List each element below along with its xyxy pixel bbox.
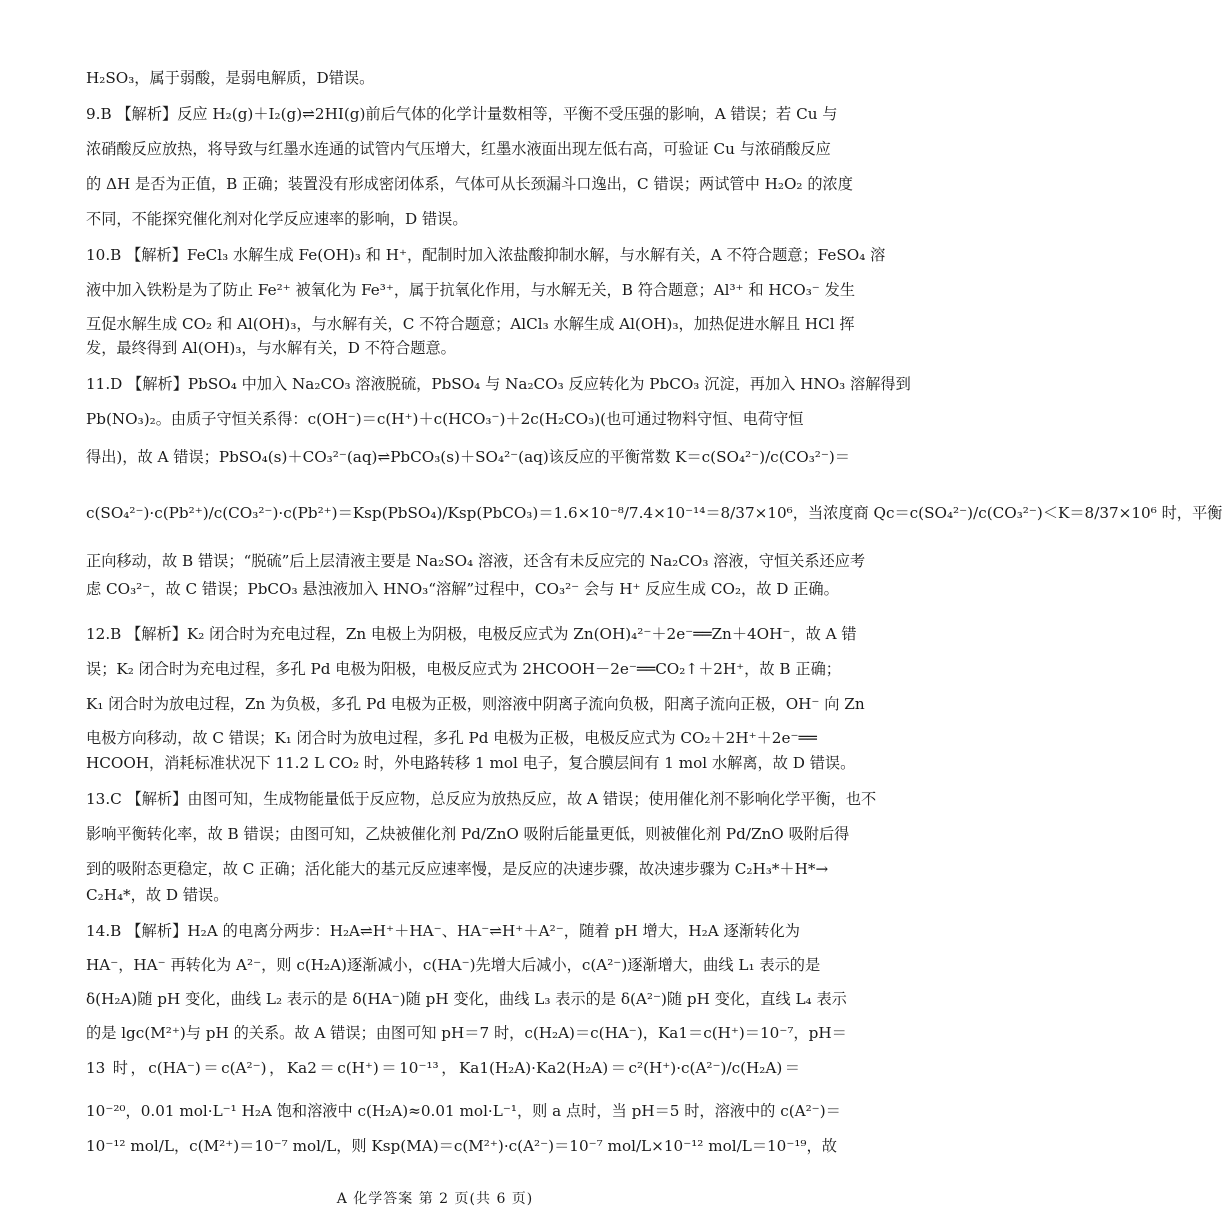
answer-14-line: 14.B 【解析】H₂A 的电离分两步：H₂A⇌H⁺＋HA⁻、HA⁻⇌H⁺＋A²⁻，随着 pH 增大，H₂A 逐渐转化为 [86,922,800,940]
text-line: HCOOH，消耗标准状况下 11.2 L CO₂ 时，外电路转移 1 mol 电子，复合膜层间有 1 mol 水解离，故 D 错误。 [86,754,856,772]
text-line: K₁ 闭合时为放电过程，Zn 为负极，多孔 Pd 电极为正极，则溶液中阴离子流向负极，阳离子流向正极，OH⁻ 向 Zn [86,695,865,713]
text-line: c(SO₄²⁻)·c(Pb²⁺)/c(CO₃²⁻)·c(Pb²⁺)＝Ksp(PbSO₄)/Ksp(PbCO₃)＝1.6×10⁻⁸/7.4×10⁻¹⁴＝8/37×10⁶，当浓度商 Qc＝c(SO₄²⁻)/c(CO₃²⁻)＜K＝8/37×10⁶ 时，平衡 [86,504,1222,522]
answer-9-line: 9.B 【解析】反应 H₂(g)＋I₂(g)⇌2HI(g)前后气体的化学计量数相等，平衡不受压强的影响，A 错误；若 Cu 与 [86,105,838,123]
text-line: 电极方向移动，故 C 错误；K₁ 闭合时为放电过程，多孔 Pd 电极为正极，电极反应式为 CO₂＋2H⁺＋2e⁻══ [86,729,817,747]
text-line: 浓硝酸反应放热，将导致与红墨水连通的试管内气压增大，红墨水液面出现左低右高，可验证 Cu 与浓硝酸反应 [86,140,831,158]
text-line: 发，最终得到 Al(OH)₃，与水解有关，D 不符合题意。 [86,339,456,357]
text-line: 影响平衡转化率，故 B 错误；由图可知，乙炔被催化剂 Pd/ZnO 吸附后能量更低，则被催化剂 Pd/ZnO 吸附后得 [86,825,850,843]
text-line: 到的吸附态更稳定，故 C 正确；活化能大的基元反应速率慢，是反应的决速步骤，故决速步骤为 C₂H₃*＋H*→ [86,860,829,878]
text-line: 的 ΔH 是否为正值，B 正确；装置没有形成密闭体系，气体可从长颈漏斗口逸出，C 错误；两试管中 H₂O₂ 的浓度 [86,175,853,193]
text-line: 误；K₂ 闭合时为充电过程，多孔 Pd 电极为阳极，电极反应式为 2HCOOH－2e⁻══CO₂↑＋2H⁺，故 B 正确； [86,660,841,678]
text-line: 正向移动，故 B 错误；“脱硫”后上层清液主要是 Na₂SO₄ 溶液，还含有未反应完的 Na₂CO₃ 溶液，守恒关系还应考 [86,552,866,570]
text-line: Pb(NO₃)₂。由质子守恒关系得：c(OH⁻)＝c(H⁺)＋c(HCO₃⁻)＋2c(H₂CO₃)(也可通过物料守恒、电荷守恒 [86,410,804,428]
answer-11-line: 11.D 【解析】PbSO₄ 中加入 Na₂CO₃ 溶液脱硫，PbSO₄ 与 Na₂CO₃ 反应转化为 PbCO₃ 沉淀，再加入 HNO₃ 溶解得到 [86,375,911,393]
text-line: 的是 lgc(M²⁺)与 pH 的关系。故 A 错误；由图可知 pH＝7 时，c(H₂A)＝c(HA⁻)，Ka1＝c(H⁺)＝10⁻⁷，pH＝ [86,1024,847,1042]
text-line: 虑 CO₃²⁻，故 C 错误；PbCO₃ 悬浊液加入 HNO₃“溶解”过程中，CO₃²⁻ 会与 H⁺ 反应生成 CO₂，故 D 正确。 [86,580,839,598]
text-line: 10⁻²⁰，0.01 mol·L⁻¹ H₂A 饱和溶液中 c(H₂A)≈0.01 mol·L⁻¹，则 a 点时，当 pH＝5 时，溶液中的 c(A²⁻)＝ [86,1102,841,1120]
text-line: H₂SO₃，属于弱酸，是弱电解质，D错误。 [86,69,375,87]
text-line: 不同，不能探究催化剂对化学反应速率的影响，D 错误。 [86,210,468,228]
text-line: 10⁻¹² mol/L，c(M²⁺)＝10⁻⁷ mol/L，则 Ksp(MA)＝c(M²⁺)·c(A²⁻)＝10⁻⁷ mol/L×10⁻¹² mol/L＝10⁻¹⁹，故 [86,1137,837,1155]
page-footer: A 化学答案 第 2 页(共 6 页) [336,1191,534,1207]
answer-10-line: 10.B 【解析】FeCl₃ 水解生成 Fe(OH)₃ 和 H⁺，配制时加入浓盐酸抑制水解，与水解有关，A 不符合题意；FeSO₄ 溶 [86,246,886,264]
text-line: 液中加入铁粉是为了防止 Fe²⁺ 被氧化为 Fe³⁺，属于抗氧化作用，与水解无关，B 符合题意；Al³⁺ 和 HCO₃⁻ 发生 [86,281,856,299]
text-line: δ(H₂A)随 pH 变化，曲线 L₂ 表示的是 δ(HA⁻)随 pH 变化，曲线 L₃ 表示的是 δ(A²⁻)随 pH 变化，直线 L₄ 表示 [86,990,847,1008]
text-line: 13 时，c(HA⁻)＝c(A²⁻)，Ka2＝c(H⁺)＝10⁻¹³，Ka1(H₂A)·Ka2(H₂A)＝c²(H⁺)·c(A²⁻)/c(H₂A)＝ [86,1059,800,1077]
answer-12-line: 12.B 【解析】K₂ 闭合时为充电过程，Zn 电极上为阴极，电极反应式为 Zn(OH)₄²⁻＋2e⁻══Zn＋4OH⁻，故 A 错 [86,625,857,643]
answer-13-line: 13.C 【解析】由图可知，生成物能量低于反应物，总反应为放热反应，故 A 错误；使用催化剂不影响化学平衡，也不 [86,790,877,808]
text-line: HA⁻，HA⁻ 再转化为 A²⁻，则 c(H₂A)逐渐减小，c(HA⁻)先增大后减小，c(A²⁻)逐渐增大，曲线 L₁ 表示的是 [86,956,821,974]
text-line: C₂H₄*，故 D 错误。 [86,886,229,904]
text-line: 互促水解生成 CO₂ 和 Al(OH)₃，与水解有关，C 不符合题意；AlCl₃ 水解生成 Al(OH)₃，加热促进水解且 HCl 挥 [86,315,855,333]
text-line: 得出)，故 A 错误；PbSO₄(s)＋CO₃²⁻(aq)⇌PbCO₃(s)＋SO₄²⁻(aq)该反应的平衡常数 K＝c(SO₄²⁻)/c(CO₃²⁻)＝ [86,448,850,466]
